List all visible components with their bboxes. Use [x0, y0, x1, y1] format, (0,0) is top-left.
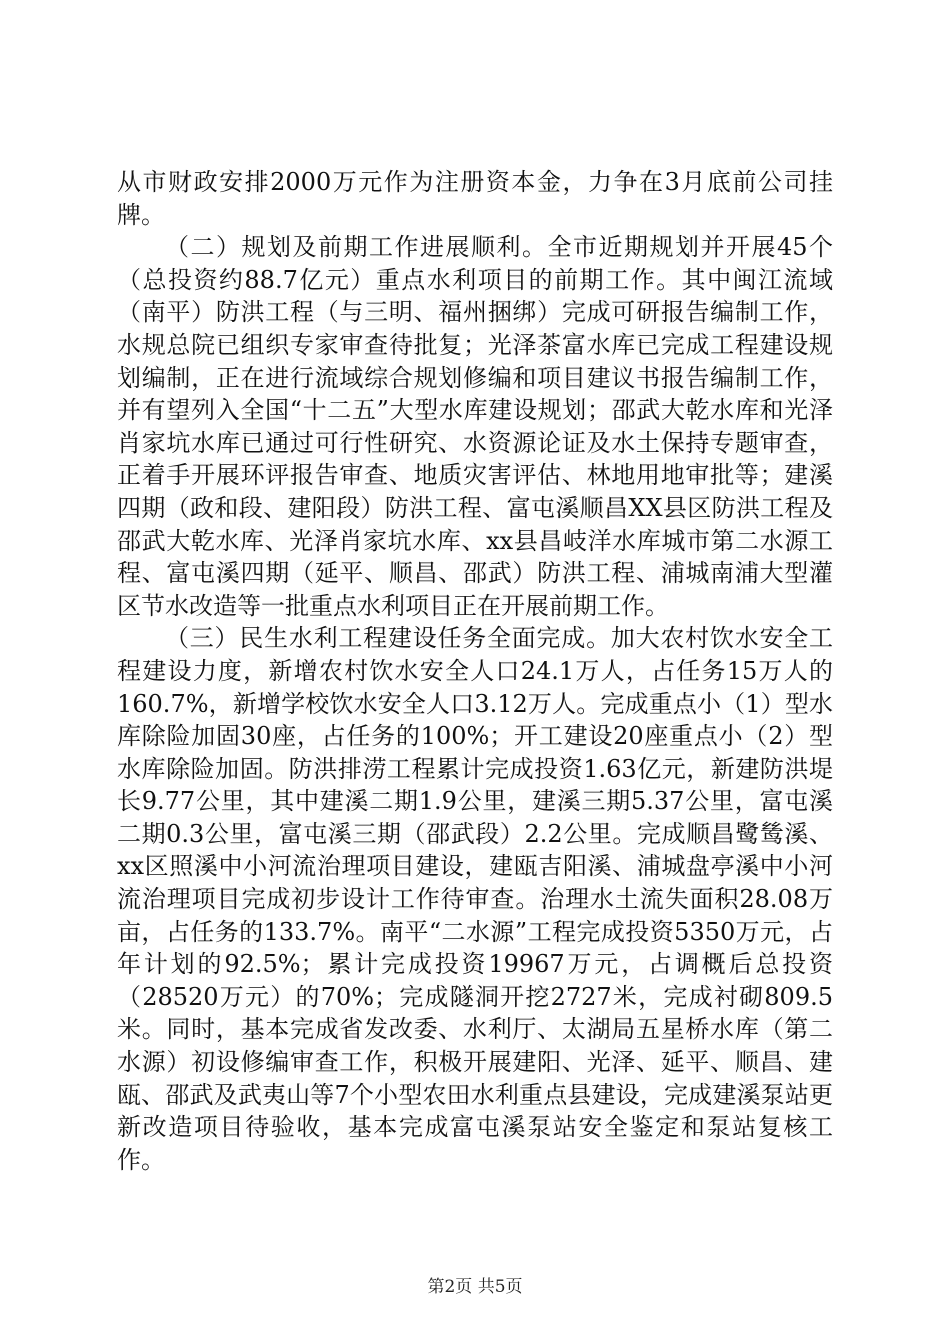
page-number-footer: 第2页 共5页 [427, 1277, 523, 1297]
paragraph-planning-progress: （二）规划及前期工作进展顺利。全市近期规划并开展45个（总投资约88.7亿元）重点水利项目的前期工作。其中闽江流域（南平）防洪工程（与三明、福州捆绑）完成可研报告编制工作，水规总院已组织专家审查待批复；光泽茶富水库已完成工程建设规划编制，正在进行流域综合规划修编和项目建议书报告编制工作，并有望列入全国“十二五”大型水库建设规划；邵武大乾水库和光泽肖家坑水库已通过可行性研究、水资源论证及水土保持专题审查，正着手开展环评报告审查、地质灾害评估、林地用地审批等；建溪四期（政和段、建阳段）防洪工程、富屯溪顺昌XX县区防洪工程及邵武大乾水库、光泽肖家坑水库、xx县昌岐洋水库城市第二水源工程、富屯溪四期（延平、顺昌、邵武）防洪工程、浦城南浦大型灌区节水改造等一批重点水利项目正在开展前期工作。 [117, 233, 833, 620]
paragraph-continuation: 从市财政安排2000万元作为注册资本金，力争在3月底前公司挂牌。 [117, 168, 833, 229]
paragraph-livelihood-water-projects: （三）民生水利工程建设任务全面完成。加大农村饮水安全工程建设力度，新增农村饮水安全人口24.1万人，占任务15万人的160.7%，新增学校饮水安全人口3.12万人。完成重点小（1）型水库除险加固30座，占任务的100%；开工建设20座重点小（2）型水库除险加固。防洪排涝工程累计完成投资1.63亿元，新建防洪堤长9.77公里，其中建溪二期1.9公里，建溪三期5.37公里，富屯溪二期0.3公里，富屯溪三期（邵武段）2.2公里。完成顺昌鹭鸶溪、xx区照溪中小河流治理项目建设，建瓯吉阳溪、浦城盘亭溪中小河流治理项目完成初步设计工作待审查。治理水土流失面积28.08万亩，占任务的133.7%。南平“二水源”工程完成投资5350万元，占年计划的92.5%；累计完成投资19967万元，占调概后总投资（28520万元）的70%；完成隧洞开挖2727米，完成衬砌809.5米。同时，基本完成省发改委、水利厅、太湖局五星桥水库（第二水源）初设修编审查工作，积极开展建阳、光泽、延平、顺昌、建瓯、邵武及武夷山等7个小型农田水利重点县建设，完成建溪泵站更新改造项目待验收，基本完成富屯溪泵站安全鉴定和泵站复核工作。 [117, 624, 833, 1174]
document-body [117, 166, 833, 1176]
